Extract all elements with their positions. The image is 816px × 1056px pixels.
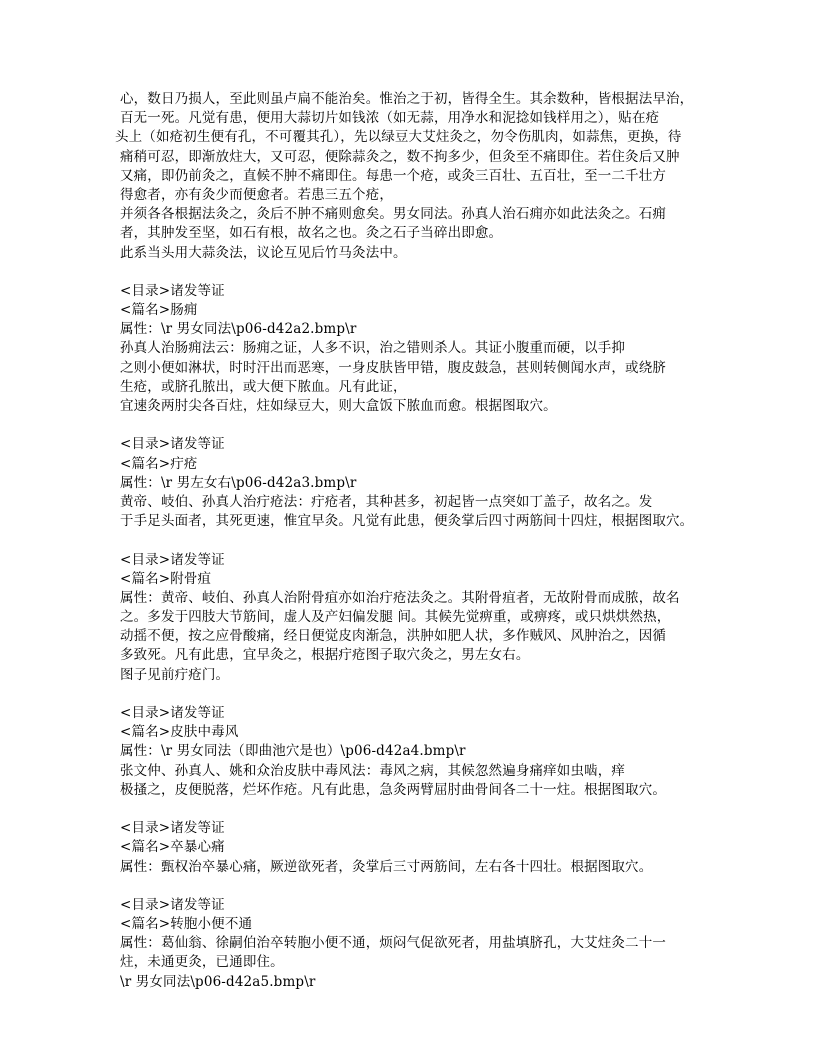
text-line: 之。多发于四肢大节筋间，虚人及产妇偏发腿 间。其候先觉痹重，或痹疼，或只烘烘然热，: [120, 609, 671, 626]
text-line: 多致死。凡有此患，宜早灸之，根据疔疮图子取穴灸之，男左女右。: [120, 647, 530, 664]
text-line: 属性：黄帝、岐伯、孙真人治附骨疽亦如治疔疮法灸之。其附骨疽者，无故附骨而成脓，故名: [120, 589, 680, 606]
section-sudden-heart-pain: [120, 819, 710, 877]
text-line: 头上（如疮初生便有孔，不可覆其孔），先以绿豆大艾炷灸之，勿令伤肌肉，如蒜焦，更换，待: [115, 129, 682, 146]
text-line: 宜速灸两肘尖各百炷，炷如绿豆大，则大盒饭下脓血而愈。根据图取穴。: [120, 398, 557, 414]
text-line: 痛稍可忍，即渐放炷大，又可忍，便除蒜灸之，数不拘多少，但灸至不痛即住。若住灸后又肿: [120, 148, 680, 165]
catalog-heading: <目录>诸发等证: [120, 282, 225, 299]
section-bone-abscess: [120, 551, 710, 685]
section-title: <篇名>皮肤中毒风: [120, 724, 239, 741]
section-skin-toxic-wind: [120, 704, 710, 800]
text-line: 百无一死。凡觉有患，便用大蒜切片如钱浓（如无蒜，用净水和泥捻如钱样用之），贴在疮: [120, 110, 660, 127]
catalog-heading: <目录>诸发等证: [120, 820, 225, 837]
intro-paragraph: [115, 90, 710, 263]
section-intestinal-abscess: [120, 282, 710, 416]
attribute-line: 属性：\r 男女同法（即曲池穴是也）\p06-d42a4.bmp\r: [120, 743, 466, 760]
text-line: 并须各各根据法灸之，灸后不肿不痛则愈矣。男女同法。孙真人治石痈亦如此法灸之。石痈: [120, 206, 666, 223]
text-line: 心，数日乃损人，至此则虽卢扁不能治矣。惟治之于初，皆得全生。其余数种，皆根据法早治，: [120, 91, 694, 107]
text-line: 图子见前疔疮门。: [120, 666, 230, 683]
section-furuncle: [120, 435, 710, 531]
catalog-heading: <目录>诸发等证: [120, 896, 225, 913]
section-title: <篇名>转胞小便不通: [120, 916, 253, 933]
text-line: 炷，未通更灸，已通即住。: [120, 954, 284, 971]
text-line: 黄帝、岐伯、孙真人治疔疮法：疔疮者，其种甚多，初起皆一点突如丁盖子，故名之。发: [120, 493, 653, 510]
text-line: 者，其肿发至坚，如石有根，故名之也。灸之石子当碎出即愈。: [120, 225, 503, 242]
attribute-line: 属性：\r 男左女右\p06-d42a3.bmp\r: [120, 474, 357, 491]
section-title: <篇名>卒暴心痛: [120, 839, 225, 856]
catalog-heading: <目录>诸发等证: [120, 436, 225, 453]
text-line: 于手足头面者，其死更速，惟宜早灸。凡觉有此患，便灸掌后四寸两筋间十四炷，根据图取穴。: [120, 513, 694, 530]
catalog-heading: <目录>诸发等证: [120, 551, 225, 568]
text-line: 孙真人治肠痈法云：肠痈之证，人多不识，治之错则杀人。其证小腹重而硬，以手抑: [120, 340, 626, 357]
section-title: <篇名>疔疮: [120, 455, 198, 472]
text-line: 之则小便如淋状，时时汗出而恶寒，一身皮肤皆甲错，腹皮鼓急，甚则转侧闻水声，或绕脐: [120, 359, 666, 376]
catalog-heading: <目录>诸发等证: [120, 705, 225, 721]
attribute-line: 属性：\r 男女同法\p06-d42a2.bmp\r: [120, 321, 357, 338]
text-line: 此系当头用大蒜灸法，议论互见后竹马灸法中。: [120, 244, 407, 261]
text-line: 属性：甄权治卒暴心痛，厥逆欲死者，灸掌后三寸两筋间，左右各十四壮。根据图取穴。: [120, 858, 653, 875]
document-page: [115, 90, 710, 992]
attribute-line: \r 男女同法\p06-d42a5.bmp\r: [120, 973, 316, 990]
text-line: 张文仲、孙真人、姚和众治皮肤中毒风法：毒风之病，其候忽然遍身痛痒如虫啮，痒: [120, 762, 626, 779]
text-line: 属性：葛仙翁、徐嗣伯治卒转胞小便不通，烦闷气促欲死者，用盐填脐孔，大艾炷灸二十一: [120, 935, 666, 952]
section-title: <篇名>肠痈: [120, 302, 198, 319]
section-urinary-retention: [120, 896, 710, 992]
text-line: 动摇不便，按之应骨酸痛，经日便觉皮肉渐急，洪肿如肥人状，多作贼风、风肿治之，因循: [120, 628, 666, 645]
text-line: 生疮，或脐孔脓出，或大便下脓血。凡有此证，: [120, 378, 407, 395]
text-line: 极搔之，皮便脱落，烂坏作疮。凡有此患，急灸两臂屈肘曲骨间各二十一炷。根据图取穴。: [120, 781, 666, 798]
text-line: 得愈者，亦有灸少而便愈者。若患三五个疮，: [120, 186, 393, 203]
text-line: 又痛，即仍前灸之，直候不肿不痛即住。每患一个疮，或灸三百壮、五百壮，至一二千壮方: [120, 167, 666, 184]
section-title: <篇名>附骨疽: [120, 570, 212, 587]
